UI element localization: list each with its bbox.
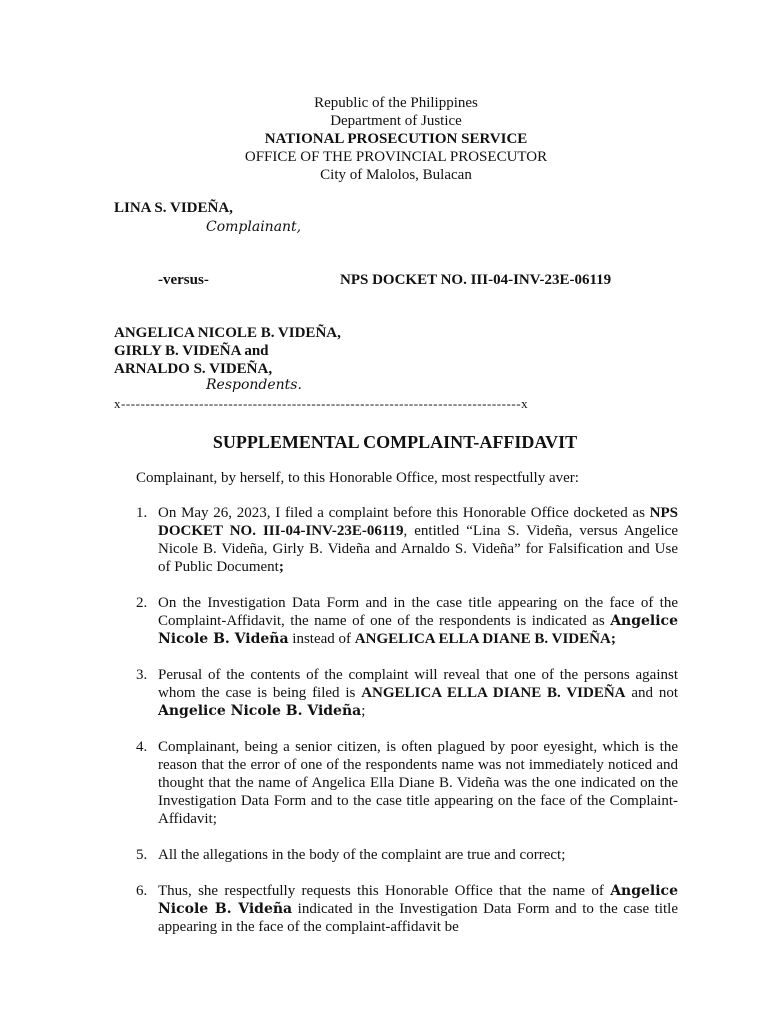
text-run: instead of: [288, 631, 355, 647]
item-number: 5.: [136, 847, 148, 863]
text-run: Thus, she respectfully requests this Honorable Office that the name of: [158, 883, 611, 899]
text-run: Perusal of the contents of the complaint will reveal that one of the persons against whom the case is being filed is: [158, 667, 678, 701]
item-number: 6.: [136, 883, 148, 899]
docket-reference: NPS DOCKET NO. III-04-INV-23E-06119: [158, 505, 678, 539]
list-item: [136, 504, 678, 576]
item-number: 1.: [136, 505, 148, 521]
list-item: [136, 594, 678, 648]
item-number: 2.: [136, 595, 148, 611]
header-department: Department of Justice: [330, 113, 462, 129]
item-text: [158, 504, 678, 576]
list-item: [136, 882, 678, 936]
text-run: On May 26, 2023, I filed a complaint before this Honorable Office docketed as: [158, 505, 650, 521]
header-republic: Republic of the Philippines: [314, 95, 478, 111]
wrong-name: Angelice Nicole B. Videña: [158, 883, 678, 917]
document-header: [0, 94, 768, 184]
respondent-1: ANGELICA NICOLE B. VIDEÑA,: [114, 325, 341, 341]
docket-number: NPS DOCKET NO. III-04-INV-23E-06119: [340, 272, 612, 288]
header-office: OFFICE OF THE PROVINCIAL PROSECUTOR: [244, 149, 548, 165]
correct-name: ANGELICA ELLA DIANE B. VIDEÑA: [361, 685, 626, 701]
text-run: indicated in the Investigation Data Form and to the case title appearing in the face of the complaint-affidavit be: [158, 901, 678, 935]
item-text: [158, 882, 678, 936]
wrong-name: Angelice Nicole B. Videña: [158, 613, 678, 647]
text-run: On the Investigation Data Form and in the case title appearing on the face of the Complaint-Affidavit, the name of one of the respondents is indicated as: [158, 595, 678, 629]
caption-divider: x----------------------------------------------------------------------------------x: [114, 396, 529, 411]
text-run: , entitled “Lina S. Videña, versus Angelice Nicole B. Videña, Girly B. Videña and Arnaldo S. Videña” for Falsification and Use of Public Document: [158, 523, 678, 575]
versus-label: -versus-: [158, 272, 209, 288]
text-run: and not: [625, 685, 678, 701]
respondents-role: Respondents.: [206, 377, 302, 393]
document-title: SUPPLEMENTAL COMPLAINT-AFFIDAVIT: [212, 432, 578, 452]
wrong-name: Angelice Nicole B. Videña: [158, 703, 362, 719]
header-city: City of Malolos, Bulacan: [320, 167, 472, 183]
allegations-list: [136, 504, 678, 954]
item-text: Complainant, being a senior citizen, is often plagued by poor eyesight, which is the reason that the error of one of the respondents name was not immediately noticed and thought that the name of Angelica Ella Diane B. Videña was the one indicated on the Investigation Data Form and to the case title appearing on the face of the Complaint-Affidavit;: [158, 739, 678, 827]
item-text: [158, 594, 678, 648]
list-item: [136, 666, 678, 720]
item-number: 4.: [136, 739, 148, 755]
list-item: [136, 846, 678, 864]
complainant-role: Complainant,: [206, 219, 302, 235]
item-text: All the allegations in the body of the complaint are true and correct;: [158, 847, 566, 863]
item-number: 3.: [136, 667, 148, 683]
item-text: [158, 666, 678, 720]
correct-name: ANGELICA ELLA DIANE B. VIDEÑA;: [354, 631, 616, 647]
header-service: NATIONAL PROSECUTION SERVICE: [264, 131, 528, 147]
text-run: ;: [361, 703, 366, 719]
respondent-3: ARNALDO S. VIDEÑA,: [114, 361, 273, 377]
text-run: ;: [278, 559, 284, 575]
intro-paragraph: Complainant, by herself, to this Honorable Office, most respectfully aver:: [136, 470, 579, 486]
complainant-name: LINA S. VIDEÑA,: [114, 200, 233, 216]
list-item: [136, 738, 678, 828]
respondent-2: GIRLY B. VIDEÑA and: [114, 343, 269, 359]
